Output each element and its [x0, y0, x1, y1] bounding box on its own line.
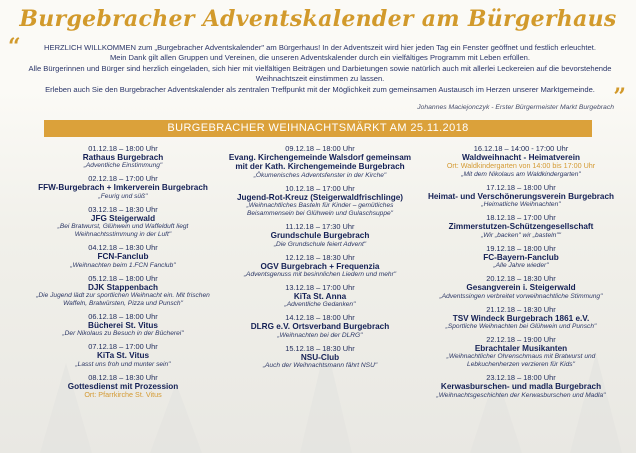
entry-location: Ort: Pfarrkirche St. Vitus — [84, 390, 162, 400]
entry-date: 16.12.18 – 14:00 - 17:00 Uhr — [473, 144, 569, 153]
entry-organizer: Grundschule Burgebrach — [270, 231, 370, 241]
calendar-entry — [420, 373, 622, 399]
entry-date: 09.12.18 – 18:00 Uhr — [285, 144, 355, 153]
entry-organizer: Gesangverein i. Steigerwald — [466, 283, 576, 293]
entry-date: 03.12.18 – 18:30 Uhr — [88, 204, 158, 214]
entry-organizer: DJK Stappenbach — [87, 282, 159, 292]
entry-date: 07.12.18 – 17:00 Uhr — [88, 342, 158, 352]
entry-date: 15.12.18 – 18:30 Uhr — [285, 343, 355, 353]
calendar-entry — [28, 144, 218, 170]
entry-description: „Mit dem Nikolaus am Waldkindergarten" — [461, 171, 581, 178]
entry-description: „Auch der Weihnachtsmann fährt NSU" — [262, 362, 378, 370]
quote-open-icon: “ — [8, 34, 21, 60]
entry-description: „Adventliche Einstimmung" — [83, 162, 163, 170]
entry-description: „Bei Bratwurst, Glühwein und Waffelduft liegt Weihnachtsstimmung in der Luft" — [57, 223, 189, 239]
entry-description: „Sportliche Weihnachten bei Glühwein und Punsch" — [445, 323, 597, 331]
calendar-entry — [224, 144, 416, 180]
entry-date: 05.12.18 – 18:00 Uhr — [88, 273, 158, 283]
entry-description: „Weihnachtliches Basteln für Kinder – gemütliches Beisammensein bei Glühwein und Gulaschsuppe" — [246, 202, 394, 218]
calendar-entry — [224, 253, 416, 279]
entry-date: 22.12.18 – 19:00 Uhr — [486, 335, 556, 345]
calendar-entry — [28, 243, 218, 269]
entry-date: 10.12.18 – 17:00 Uhr — [285, 183, 355, 193]
entry-date: 19.12.18 – 18:00 Uhr — [486, 243, 556, 253]
entry-organizer: FC-Bayern-Fanclub — [483, 252, 559, 262]
intro-paragraph: Mein Dank gilt allen Gruppen und Vereinen, die unseren Adventskalender durch ein vielfältiges Programm mit Leben erfüllen. — [109, 53, 530, 63]
entry-description: „Weihnachten beim 1.FCN Fanclub" — [70, 261, 176, 269]
calendar-entry — [420, 335, 622, 369]
entry-description: „Adventsgenuss mit besinnlichen Liedern und mehr" — [243, 271, 397, 279]
calendar-entry — [420, 244, 622, 270]
calendar-entry — [28, 174, 218, 200]
calendar-entry — [28, 342, 218, 368]
intro-paragraph: Erleben auch Sie den Burgebracher Adventskalender als zentralen Treffpunkt mit der Möglichkeit zum gemeinsamen Austausch im Herzen unserer Marktgemeinde. — [45, 84, 595, 94]
entry-description: „Alle Jahre wieder" — [493, 262, 549, 270]
calendar-column-3 — [420, 144, 622, 404]
entry-description: „Wir „backen" wir „basteln"" — [481, 231, 561, 239]
calendar-entry — [28, 312, 218, 338]
calendar-entry — [224, 283, 416, 309]
entry-date: 21.12.18 – 18:30 Uhr — [486, 304, 556, 314]
entry-organizer: Waldweihnacht - Heimatverein — [462, 153, 580, 162]
entry-organizer: KiTa St. Anna — [293, 292, 347, 302]
entry-date: 23.12.18 – 18:00 Uhr — [486, 373, 556, 383]
entry-date: 20.12.18 – 18:30 Uhr — [486, 274, 556, 284]
entry-organizer: Zimmerstutzen-Schützengesellschaft — [448, 222, 594, 232]
entry-description: „Adventssingen verbreitet vorweihnachtliche Stimmung" — [439, 292, 603, 300]
entry-date: 02.12.18 – 17:00 Uhr — [88, 174, 158, 184]
calendar-entry — [224, 344, 416, 370]
calendar-entry — [224, 222, 416, 248]
entry-organizer: DLRG e.V. Ortsverband Burgebrach — [250, 322, 390, 332]
mayor-signature: Johannes Maciejonczyk - Erster Bürgermeister Markt Burgebrach — [417, 104, 614, 111]
quote-close-icon: ” — [613, 84, 626, 110]
calendar-entry — [420, 305, 622, 331]
calendar-entry — [28, 373, 218, 400]
calendar-column-2 — [224, 144, 416, 374]
intro-text — [26, 43, 614, 95]
entry-description: „Weihnachten bei der DLRG" — [277, 331, 363, 339]
entry-description: „Weihnachtsgeschichten der Kerwasburschen und Madla" — [436, 391, 606, 399]
entry-description: „Die Jugend lädt zur sportlichen Weihnacht ein. Mit frischen Waffeln, Bratwürsten, Pizza und Punsch" — [36, 292, 210, 308]
entry-date: 04.12.18 – 18:30 Uhr — [88, 243, 158, 253]
entry-description: „Der Nikolaus zu Besuch in der Bücherei" — [62, 330, 184, 338]
entry-organizer: Ebrachtaler Musikanten — [474, 344, 568, 354]
calendar-entry — [224, 313, 416, 339]
calendar-entry — [420, 274, 622, 300]
entry-organizer: Evang. Kirchengemeinde Walsdorf gemeinsam mit der Kath. Kirchengemeinde Burgebrach — [228, 153, 412, 172]
entry-organizer: NSU-Club — [300, 352, 340, 362]
entry-date: 18.12.18 – 17:00 Uhr — [486, 213, 556, 223]
christmas-market-banner: BURGEBRACHER WEIHNACHTSMÄRKT AM 25.11.2018 — [44, 120, 592, 137]
intro-paragraph: Alle Bürgerinnen und Bürger sind herzlich eingeladen, sich hier mit vielfältigen Beiträgen und Darbietungen sowie natürlich auch mit allerlei Leckereien auf die bevorstehende Weihnachtszeit einstimmen zu lassen. — [28, 63, 612, 84]
entry-location: Ort: Waldkindergarten von 14:00 bis 17:00 Uhr — [446, 161, 596, 171]
entry-description: „Heimatliche Weihnachten" — [481, 201, 561, 209]
entry-organizer: OGV Burgebrach + Frequenzia — [260, 261, 380, 271]
calendar-entry — [28, 274, 218, 308]
entry-date: 11.12.18 – 17:30 Uhr — [285, 222, 355, 232]
entry-organizer: JFG Steigerwald — [90, 213, 156, 223]
entry-organizer: KiTa St. Vitus — [96, 351, 149, 361]
entry-date: 13.12.18 – 17:00 Uhr — [285, 283, 355, 293]
calendar-entry — [420, 144, 622, 179]
calendar-entry — [28, 205, 218, 239]
entry-description: „Ökumenisches Adventsfenster in der Kirche" — [253, 171, 387, 179]
entry-date: 06.12.18 – 18:00 Uhr — [88, 312, 158, 322]
intro-paragraph: HERZLICH WILLKOMMEN zum „Burgebracher Adventskalender" am Bürgerhaus! In der Adventszeit wird hier jeden Tag ein Fenster geöffnet und festlich erleuchtet. — [44, 43, 596, 52]
calendar-entry — [420, 213, 622, 239]
entry-date: 08.12.18 – 18:30 Uhr — [88, 372, 158, 382]
calendar-entry — [420, 183, 622, 209]
entry-description: „Weihnachtlicher Ohrenschmaus mit Bratwurst und Lebkuchenherzen verzieren für Kids" — [446, 353, 596, 369]
page-title: Burgebracher Adventskalender am Bürgerhaus — [19, 6, 617, 32]
entry-date: 17.12.18 – 18:00 Uhr — [486, 183, 556, 192]
entry-date: 01.12.18 – 18:00 Uhr — [88, 144, 158, 153]
entry-description: „Lasst uns froh und munter sein" — [75, 360, 171, 368]
entry-organizer: Rathaus Burgebrach — [82, 153, 164, 162]
entry-organizer: FCN-Fanclub — [97, 252, 149, 262]
entry-organizer: Bücherei St. Vitus — [88, 321, 158, 331]
entry-date: 14.12.18 – 18:00 Uhr — [285, 313, 355, 323]
entry-organizer: Kerwasburschen- und madla Burgebrach — [440, 382, 602, 392]
entry-description: „Feurig und süß" — [98, 192, 148, 200]
entry-organizer: Heimat- und Verschönerungsverein Burgebrach — [427, 192, 615, 201]
entry-organizer: Jugend-Rot-Kreuz (Steigerwaldfrischlinge) — [236, 192, 404, 202]
entry-organizer: TSV Windeck Burgebrach 1861 e.V. — [452, 313, 590, 323]
calendar-column-1 — [28, 144, 218, 404]
entry-organizer: Gottesdienst mit Prozession — [67, 381, 179, 391]
entry-description: „Adventliche Gedanken" — [284, 301, 356, 309]
entry-organizer: FFW-Burgebrach + Imkerverein Burgebrach — [38, 183, 208, 193]
entry-description: „Die Grundschule feiert Advent" — [273, 240, 367, 248]
entry-date: 12.12.18 – 18:30 Uhr — [285, 252, 355, 262]
calendar-entry — [224, 184, 416, 218]
